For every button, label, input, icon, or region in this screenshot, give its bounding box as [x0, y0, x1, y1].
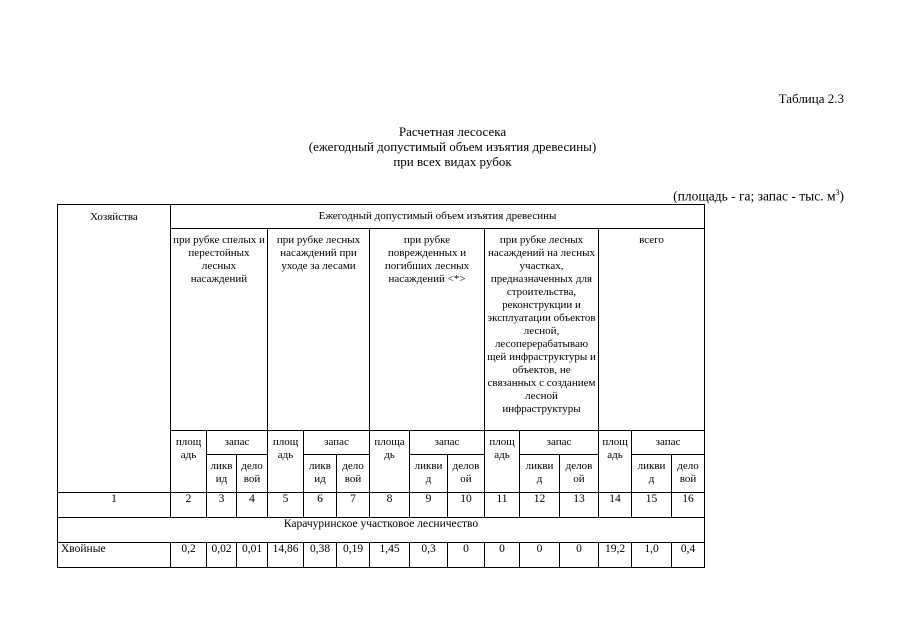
table-cell: 19,2 — [599, 543, 632, 568]
column-number: 5 — [268, 493, 304, 518]
column-number: 8 — [370, 493, 410, 518]
row-name: Хвойные — [58, 543, 171, 568]
header-group-damaged: при рубке поврежденных и погибших лесных насаждений <*> — [370, 229, 485, 431]
header-stock-2: запас — [304, 431, 370, 455]
table-cell: 0,02 — [207, 543, 237, 568]
table-cell: 0,4 — [672, 543, 705, 568]
header-area-3: площа дь — [370, 431, 410, 493]
section-row — [58, 518, 705, 543]
table-title — [0, 124, 905, 169]
header-liquid-5: ликви д — [632, 455, 672, 493]
header-stock-1: запас — [207, 431, 268, 455]
column-number: 4 — [237, 493, 268, 518]
table-cell: 0,38 — [304, 543, 337, 568]
column-number: 2 — [171, 493, 207, 518]
header-area-2: площ адь — [268, 431, 304, 493]
header-area-5: площ адь — [599, 431, 632, 493]
table-row — [58, 543, 705, 568]
column-number: 7 — [337, 493, 370, 518]
header-business-4: делов ой — [560, 455, 599, 493]
table-cell: 0 — [448, 543, 485, 568]
column-number: 9 — [410, 493, 448, 518]
header-group-title: Ежегодный допустимый объем изъятия древесины — [171, 205, 705, 229]
table-cell: 0 — [560, 543, 599, 568]
header-group-mature: при рубке спелых и перестойных лесных насаждений — [171, 229, 268, 431]
column-number: 1 — [58, 493, 171, 518]
header-liquid-3: ликви д — [410, 455, 448, 493]
header-business-1: дело вой — [237, 455, 268, 493]
header-stock-4: запас — [520, 431, 599, 455]
header-business-3: делов ой — [448, 455, 485, 493]
table-cell: 0,01 — [237, 543, 268, 568]
header-stock-5: запас — [632, 431, 705, 455]
column-number: 10 — [448, 493, 485, 518]
table-cell: 1,0 — [632, 543, 672, 568]
table-cell: 0,2 — [171, 543, 207, 568]
header-liquid-1: ликв ид — [207, 455, 237, 493]
header-area-1: площ адь — [171, 431, 207, 493]
column-number: 3 — [207, 493, 237, 518]
header-group-infrastructure: при рубке лесных насаждений на лесных участках, предназначенных для строительства, реконструкции и эксплуатации объектов лесной, лесоперерабатываю щей инфраструктуры и объектов, не связанных с созданием лесной инфраструктуры — [485, 229, 599, 431]
table-cell: 14,86 — [268, 543, 304, 568]
header-area-4: площ адь — [485, 431, 520, 493]
column-number: 13 — [560, 493, 599, 518]
allowable-cut-table — [57, 204, 705, 568]
table-cell: 0,3 — [410, 543, 448, 568]
units-superscript: 3 — [835, 188, 840, 197]
column-numbers-row — [58, 493, 705, 518]
header-liquid-2: ликв ид — [304, 455, 337, 493]
column-number: 12 — [520, 493, 560, 518]
header-business-5: дело вой — [672, 455, 705, 493]
header-business-2: дело вой — [337, 455, 370, 493]
header-group-total: всего — [599, 229, 705, 431]
column-number: 16 — [672, 493, 705, 518]
header-group-thinning: при рубке лесных насаждений при уходе за лесами — [268, 229, 370, 431]
column-number: 14 — [599, 493, 632, 518]
table-cell: 1,45 — [370, 543, 410, 568]
table-cell: 0 — [485, 543, 520, 568]
units-text: (площадь - га; запас - тыс. м — [673, 188, 836, 204]
column-number: 6 — [304, 493, 337, 518]
header-stock-3: запас — [410, 431, 485, 455]
table-label: Таблица 2.3 — [778, 91, 844, 106]
table-cell: 0 — [520, 543, 560, 568]
column-number: 11 — [485, 493, 520, 518]
units-close: ) — [839, 188, 844, 204]
units-note — [673, 188, 844, 205]
title-line-1: Расчетная лесосека — [398, 124, 507, 139]
title-line-2: (ежегодный допустимый объем изъятия древесины) — [308, 139, 597, 154]
title-line-3: при всех видах рубок — [393, 154, 512, 169]
header-farms: Хозяйства — [58, 205, 171, 493]
table-cell: 0,19 — [337, 543, 370, 568]
header-liquid-4: ликви д — [520, 455, 560, 493]
section-title: Карачуринское участковое лесничество — [58, 518, 705, 543]
column-number: 15 — [632, 493, 672, 518]
